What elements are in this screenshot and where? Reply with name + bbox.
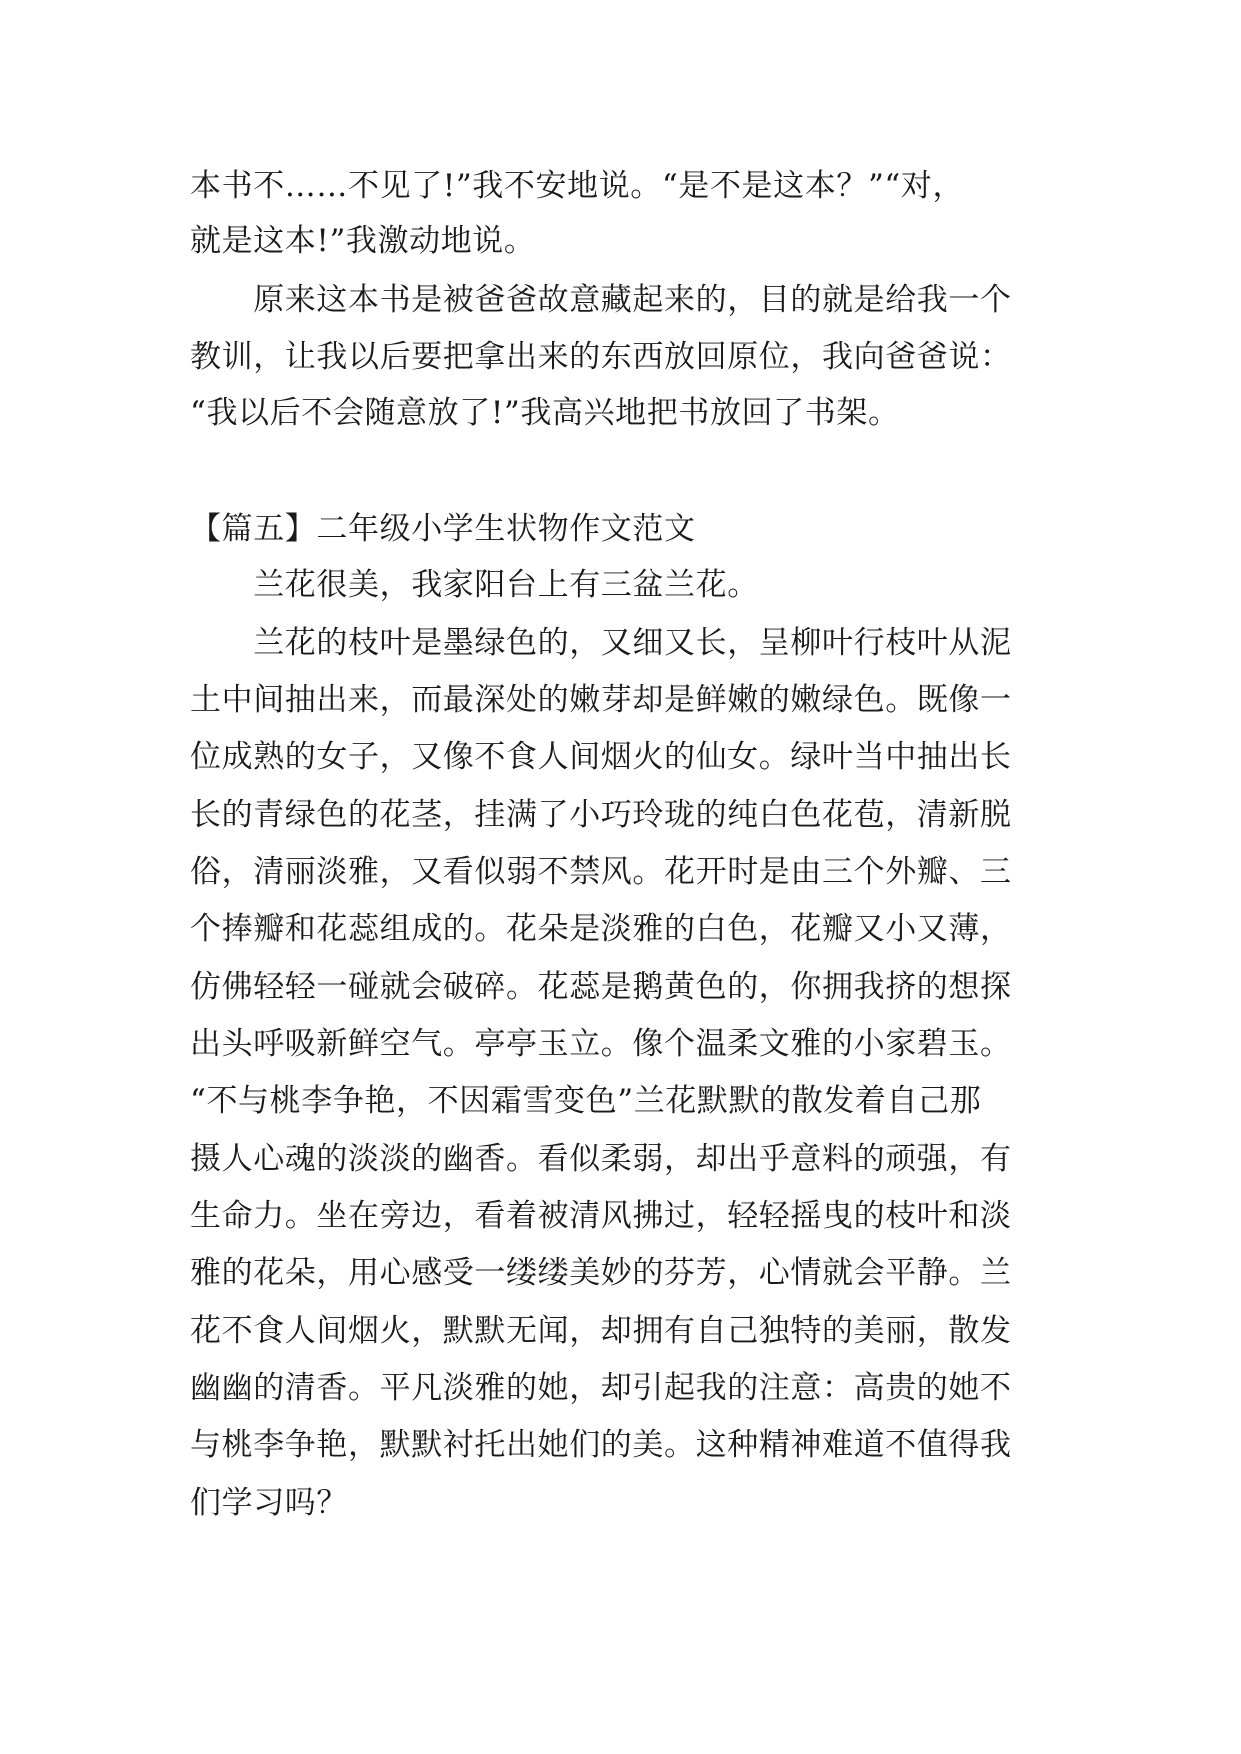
text-line: 出头呼吸新鲜空气。亭亭玉立。像个温柔文雅的小家碧玉。 xyxy=(190,1026,1012,1062)
text-line: 生命力。坐在旁边，看着被清风拂过，轻轻摇曳的枝叶和淡 xyxy=(190,1198,1012,1234)
text-line: 位成熟的女子，又像不食人间烟火的仙女。绿叶当中抽出长 xyxy=(190,739,1012,775)
text-line: 本书不……不见了!”我不安地说。“是不是这本？”“对， xyxy=(190,168,965,204)
text-line: 个捧瓣和花蕊组成的。花朵是淡雅的白色，花瓣又小又薄， xyxy=(190,911,1012,947)
text-line: 兰花很美，我家阳台上有三盆兰花。 xyxy=(190,567,759,603)
text-line: 原来这本书是被爸爸故意藏起来的，目的就是给我一个 xyxy=(190,282,1012,318)
text-line: 雅的花朵，用心感受一缕缕美妙的芬芳，心情就会平静。兰 xyxy=(190,1255,1012,1291)
text-line: 幽幽的清香。平凡淡雅的她，却引起我的注意：高贵的她不 xyxy=(190,1370,1012,1406)
text-line: 摄人心魂的淡淡的幽香。看似柔弱，却出乎意料的顽强，有 xyxy=(190,1141,1012,1177)
text-line: 与桃李争艳，默默衬托出她们的美。这种精神难道不值得我 xyxy=(190,1427,1012,1463)
text-line: 长的青绿色的花茎，挂满了小巧玲珑的纯白色花苞，清新脱 xyxy=(190,797,1012,833)
text-line: 花不食人间烟火，默默无闻，却拥有自己独特的美丽，散发 xyxy=(190,1313,1012,1349)
text-line: 们学习吗？ xyxy=(190,1485,348,1521)
text-line: 教训，让我以后要把拿出来的东西放回原位，我向爸爸说： xyxy=(190,339,1012,375)
text-line: 土中间抽出来，而最深处的嫩芽却是鲜嫩的嫩绿色。既像一 xyxy=(190,682,1012,718)
section-heading: 【篇五】二年级小学生状物作文范文 xyxy=(190,511,696,547)
text-line: 兰花的枝叶是墨绿色的，又细又长，呈柳叶行枝叶从泥 xyxy=(190,625,1012,661)
text-line: “不与桃李争艳，不因霜雪变色”兰花默默的散发着自己那 xyxy=(190,1083,982,1119)
text-line: “我以后不会随意放了!”我高兴地把书放回了书架。 xyxy=(190,395,900,431)
text-line: 仿佛轻轻一碰就会破碎。花蕊是鹅黄色的，你拥我挤的想探 xyxy=(190,969,1012,1005)
text-line: 俗，清丽淡雅，又看似弱不禁风。花开时是由三个外瓣、三 xyxy=(190,854,1012,890)
text-line: 就是这本!”我激动地说。 xyxy=(190,223,536,259)
